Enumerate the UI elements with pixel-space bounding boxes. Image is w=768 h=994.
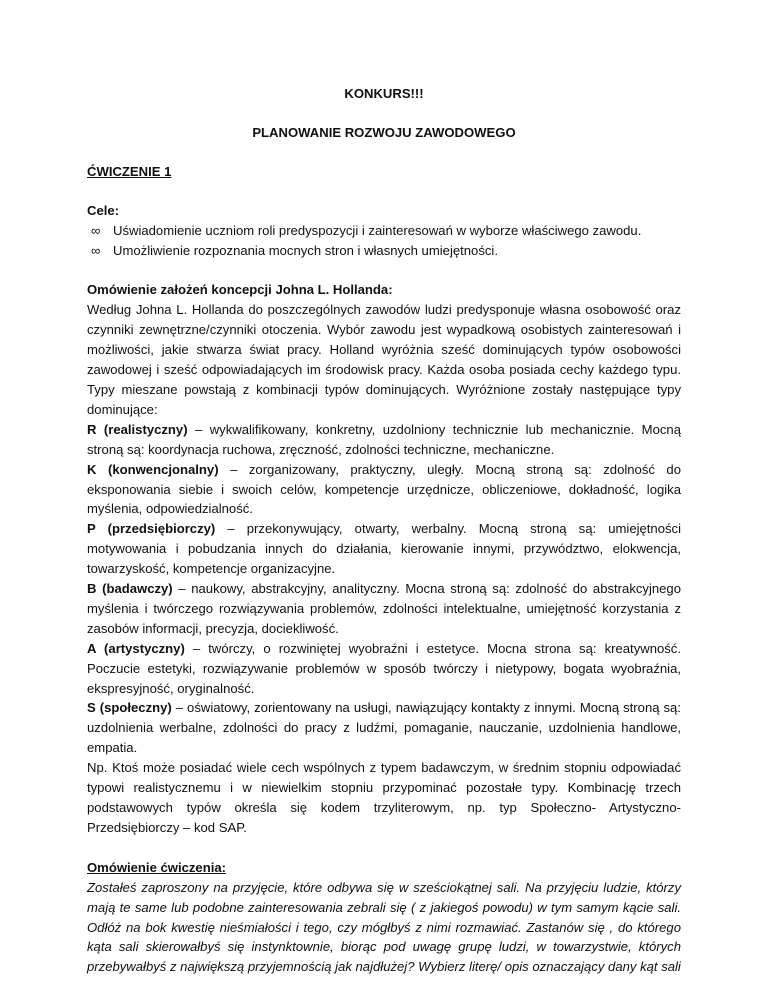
example-paragraph: Np. Ktoś może posiadać wiele cech wspólnych z typem badawczym, w średnim stopniu odpowiadać typowi realistycznemu i w niewielkim stopniu przypominać pozostałe typy. Kombinację trzech podstawowych typów określa się kodem trzyliterowym, np. typ Społeczno- Artystyczno- Przedsiębiorczy – kod SAP. xyxy=(87,760,681,835)
theory-paragraph xyxy=(87,300,681,419)
theory-heading: Omówienie założeń koncepcji Johna L. Hollanda: xyxy=(87,282,393,298)
type-description: – zorganizowany, praktyczny, uległy. Mocną stroną są: zdolność do eksponowania siebie i swoich celów, kompetencje urzędnicze, obliczeniowe, dokładność, logika myślenia, odpowiedzialność. xyxy=(87,461,681,517)
type-description: – wykwalifikowany, konkretny, uzdolniony technicznie lub mechanicznie. Mocną stroną są: koordynacja ruchowa, zręczność, zdolności techniczne, mechaniczne. xyxy=(87,421,681,457)
goal-text: Uświadomienie uczniom roli predyspozycji i zainteresowań w wyborze właściwego zawodu. xyxy=(113,222,642,238)
type-name: K (konwencjonalny) xyxy=(87,461,219,477)
type-name: B (badawczy) xyxy=(87,581,173,597)
type-paragraph xyxy=(87,579,681,639)
type-description: – oświatowy, zorientowany na usługi, nawiązujący kontakty z innymi. Mocną stroną są: uzdolnienia werbalne, zdolności do pracy z ludźmi, pomaganie, nauczanie, uzdolnienia handlowe, empatia. xyxy=(87,700,681,756)
type-name: R (realistyczny) xyxy=(87,421,188,437)
document-subtitle: PLANOWANIE ROZWOJU ZAWODOWEGO xyxy=(252,124,516,140)
type-name: S (społeczny) xyxy=(87,700,172,716)
document-title: KONKURS!!! xyxy=(344,86,424,101)
goal-item xyxy=(87,221,681,241)
type-description: – naukowy, abstrakcyjny, analityczny. Mocna stroną są: zdolność do abstrakcyjnego myślenia i twórczego rozwiązywania problemów, zdolności intelektualne, umiejętność korzystania z zasobów informacji, precyzja, dociekliwość. xyxy=(87,581,681,636)
type-paragraph xyxy=(87,420,681,460)
infinity-bullet-icon: ∞ xyxy=(91,222,101,238)
type-paragraph xyxy=(87,639,681,699)
infinity-bullet-icon: ∞ xyxy=(91,242,101,258)
type-description: – twórczy, o rozwiniętej wyobraźni i estetyce. Mocna strona są: kreatywność. Poczucie estetyki, rozwiązywanie problemów w sposób twórczy i nietypowy, bogata wyobraźnia, ekspresyjność, oryginalność. xyxy=(87,640,681,696)
type-name: A (artystyczny) xyxy=(87,640,185,656)
goal-item xyxy=(87,241,681,261)
type-paragraph xyxy=(87,519,681,579)
exercise-heading: ĆWICZENIE 1 xyxy=(87,163,172,179)
type-name: P (przedsiębiorczy) xyxy=(87,521,216,537)
document-page xyxy=(87,0,681,977)
type-description: – przekonywujący, otwarty, werbalny. Mocną stroną są: umiejętności motywowania i pobudzania innych do działania, kierowanie innymi, przywództwo, elokwencja, towarzyskość, kompetencje organizacyjne. xyxy=(87,521,681,577)
theory-intro: Według Johna L. Hollanda do poszczególnych zawodów ludzi predysponuje własna osobowość oraz czynniki zewnętrzne/czynniki otoczenia. Wybór zawodu jest wypadkową osobistych zainteresowań i możliwości, jakie stwarza świat pracy. Holland wyróżnia sześć dominujących typów osobowości zawodowej i sześć odpowiadających im środowisk pracy. Każda osoba posiada cechy każdego typu. Typy mieszane powstają z kombinacji typów dominujących. Wyróżnione zostały następujące typy dominujące: xyxy=(87,302,681,417)
goals-list xyxy=(87,221,681,261)
goal-text: Umożliwienie rozpoznania mocnych stron i własnych umiejętności. xyxy=(113,242,498,258)
exercise-description-heading: Omówienie ćwiczenia: xyxy=(87,859,226,875)
type-paragraph xyxy=(87,698,681,758)
type-paragraph xyxy=(87,460,681,520)
goals-label: Cele: xyxy=(87,202,120,218)
exercise-description: Zostałeś zaproszony na przyjęcie, które odbywa się w sześciokątnej sali. Na przyjęciu ludzie, którzy mają te same lub podobne zainteresowania zebrali się ( z jakiegoś powodu) w tym samym kącie sali. Odłóż na bok kwestię nieśmiałości i tego, czy mógłbyś z nimi rozmawiać. Zastanów się , do którego kąta sali skierowałbyś się instynktownie, biorąc pod uwagę grupę ludzi, w towarzystwie, których przebywałbyś z największą przyjemnością jak najdłużej? Wybierz literę/ opis oznaczający dany kąt sali xyxy=(87,879,681,975)
